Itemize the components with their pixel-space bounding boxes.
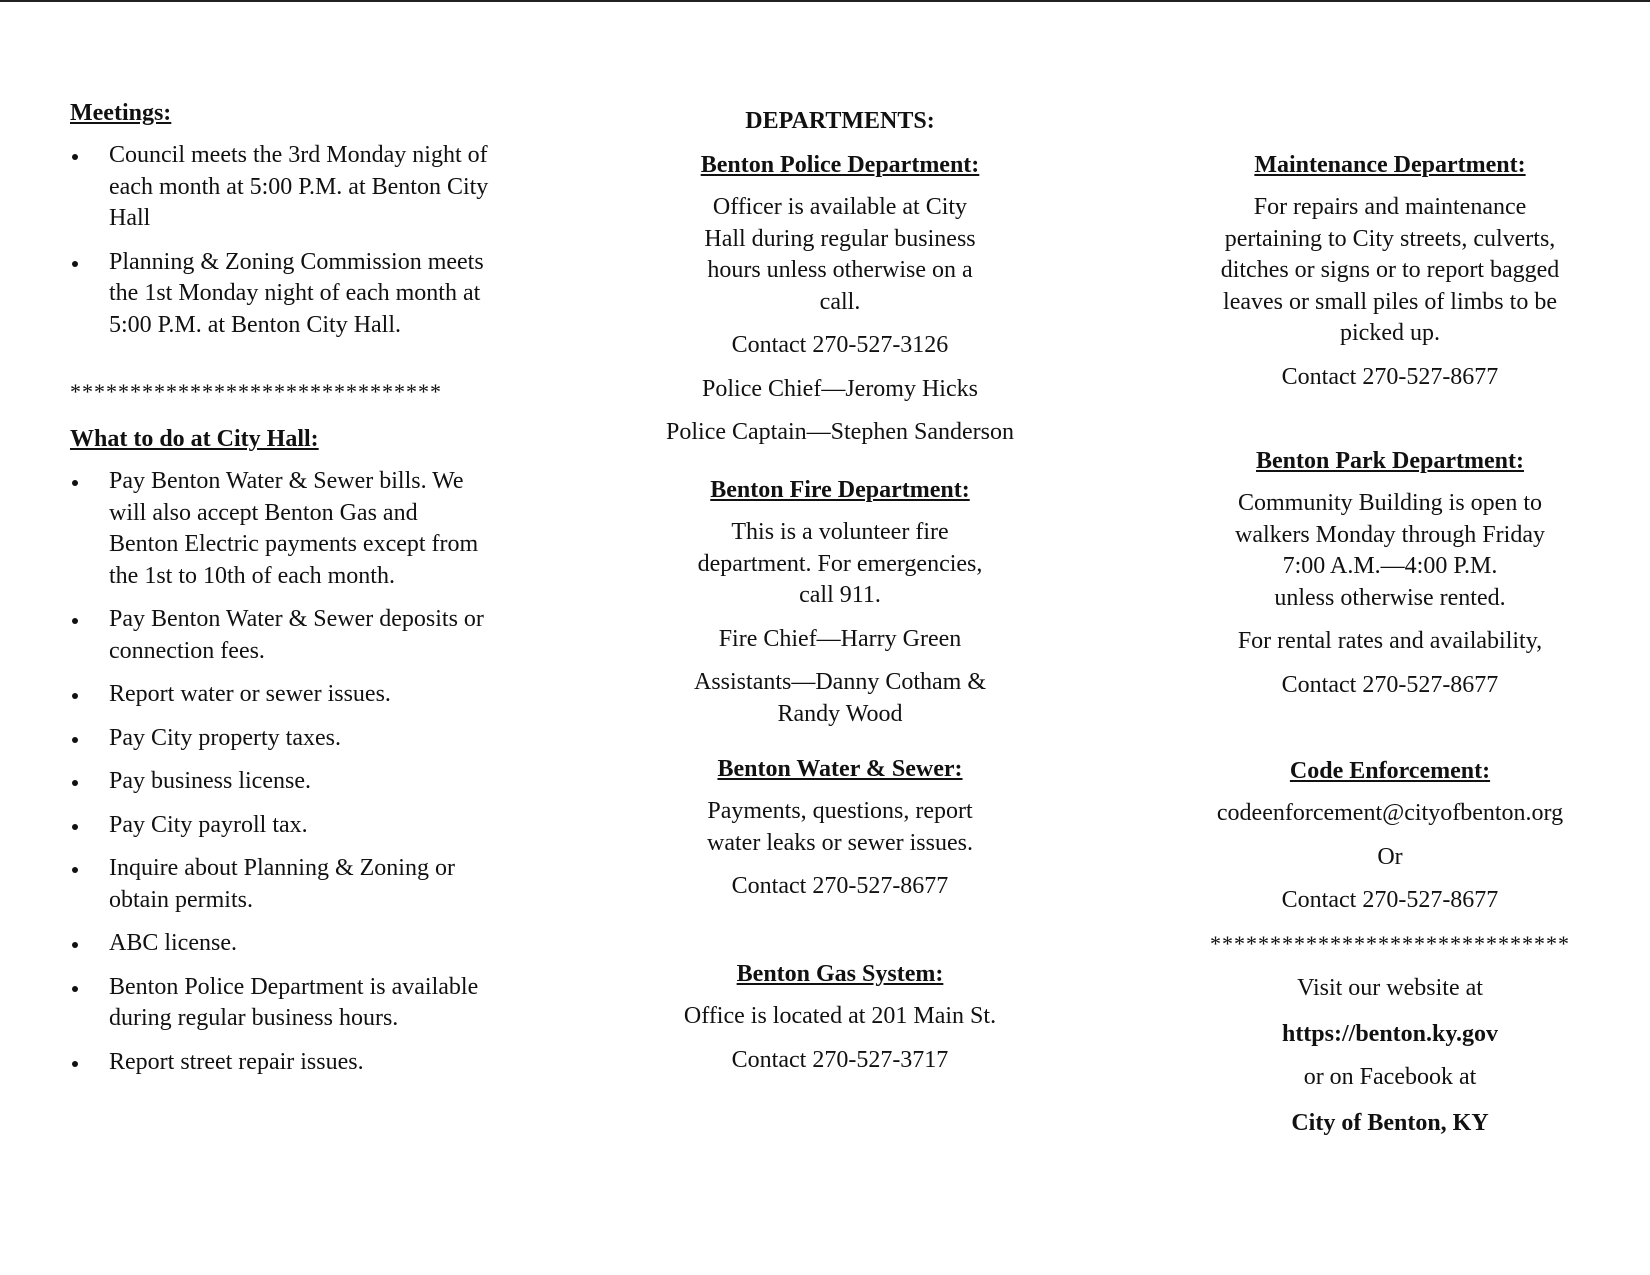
departments-title: DEPARTMENTS: [745, 108, 935, 134]
park-hours: 7:00 A.M.—4:00 P.M. [1282, 553, 1498, 579]
park-rental-note: unless otherwise rented. [1274, 584, 1506, 611]
water-heading: Benton Water & Sewer: [717, 756, 963, 782]
police-heading: Benton Police Department: [700, 152, 980, 178]
police-text: Officer is available at City Hall during regular business hours unless otherwise on a call. [704, 194, 976, 315]
list-item: Pay business license. [70, 766, 490, 798]
maintenance-contact: Contact 270-527-8677 [1281, 363, 1499, 390]
top-border [0, 0, 1650, 2]
list-item: Pay City payroll tax. [70, 810, 490, 842]
fire-section [620, 475, 1060, 730]
facebook-name: City of Benton, KY [1291, 1109, 1489, 1136]
code-or: Or [1377, 843, 1403, 870]
maintenance-text: For repairs and maintenance pertaining to City streets, culverts, ditches or signs or to report bagged leaves or small piles of limbs to be picked up. [1220, 194, 1560, 346]
police-captain: Police Captain—Stephen Sanderson [666, 419, 1014, 445]
maintenance-heading: Maintenance Department: [1254, 152, 1526, 178]
code-section [1170, 756, 1610, 917]
park-rental-text: For rental rates and availability, [1237, 628, 1543, 654]
fire-chief: Fire Chief—Harry Green [718, 625, 962, 652]
list-item: Pay Benton Water & Sewer bills. We will also accept Benton Gas and Benton Electric payments except from the 1st to 10th of each month. [70, 466, 490, 592]
list-item: Pay Benton Water & Sewer deposits or connection fees. [70, 604, 490, 667]
police-section [620, 150, 1060, 449]
list-item: ABC license. [70, 928, 490, 960]
city-hall-list [70, 466, 490, 1078]
park-hours-text: Community Building is open to walkers Monday through Friday [1235, 490, 1545, 548]
website-intro: Visit our website at [1297, 975, 1483, 1001]
water-text: Payments, questions, report water leaks or sewer issues. [707, 798, 973, 856]
website-url: https://benton.ky.gov [1281, 1020, 1499, 1047]
code-heading: Code Enforcement: [1289, 758, 1491, 784]
park-contact: Contact 270-527-8677 [1281, 671, 1499, 698]
meetings-heading: Meetings: [70, 100, 172, 126]
divider-stars: ******************************* [70, 379, 442, 404]
meetings-list [70, 140, 490, 341]
list-item: Council meets the 3rd Monday night of each month at 5:00 P.M. at Benton City Hall [70, 140, 490, 235]
list-item: Report water or sewer issues. [70, 679, 490, 711]
police-contact: Contact 270-527-3126 [731, 332, 949, 358]
fire-heading: Benton Fire Department: [710, 477, 970, 503]
code-email: codeenforcement@cityofbenton.org [1216, 800, 1564, 826]
website-section [1170, 973, 1610, 1139]
list-item: Report street repair issues. [70, 1047, 490, 1079]
water-section [620, 754, 1060, 903]
list-item: Benton Police Department is available during regular business hours. [70, 972, 490, 1035]
gas-text: Office is located at 201 Main St. [683, 1003, 997, 1029]
divider-stars: ****************************** [1210, 931, 1570, 956]
city-hall-heading: What to do at City Hall: [70, 426, 319, 452]
facebook-intro: or on Facebook at [1303, 1064, 1477, 1090]
fire-assistants: Assistants—Danny Cotham & Randy Wood [694, 669, 986, 727]
list-item: Pay City property taxes. [70, 723, 490, 755]
police-chief: Police Chief—Jeromy Hicks [702, 375, 978, 402]
gas-heading: Benton Gas System: [736, 961, 944, 987]
park-section [1170, 446, 1610, 701]
water-contact: Contact 270-527-8677 [731, 873, 949, 899]
gas-section [620, 959, 1060, 1076]
maintenance-section [1170, 150, 1610, 393]
fire-text: This is a volunteer fire department. For emergencies, call 911. [697, 519, 983, 608]
list-item: Planning & Zoning Commission meets the 1st Monday night of each month at 5:00 P.M. at Benton City Hall. [70, 247, 490, 342]
gas-contact: Contact 270-527-3717 [731, 1046, 949, 1073]
list-item: Inquire about Planning & Zoning or obtain permits. [70, 853, 490, 916]
code-contact: Contact 270-527-8677 [1281, 887, 1499, 913]
park-heading: Benton Park Department: [1256, 448, 1524, 474]
